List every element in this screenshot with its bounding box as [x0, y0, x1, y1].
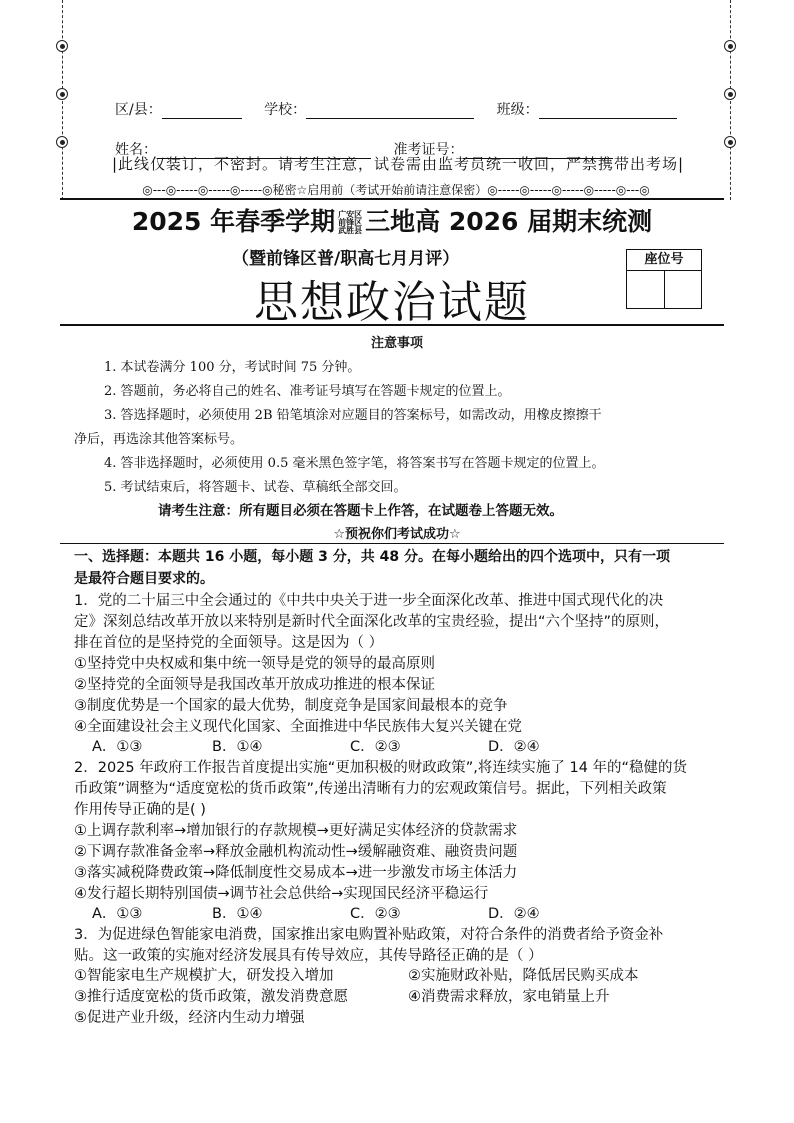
- question-1-option-c[interactable]: C．②③: [350, 739, 401, 755]
- exam-term: 2025 年春季学期: [131, 207, 336, 236]
- note-item: 4. 答非选择题时，必须使用 0.5 毫米黑色签字笔，将答案书写在答题卡规定的位置上。: [104, 456, 605, 471]
- question-1-stem: 定》深刻总结改革开放以来特别是新时代全面深化改革的宝贵经验，提出“六个坚持”的原则，: [74, 614, 670, 630]
- question-2-option-c[interactable]: C．②③: [350, 906, 401, 922]
- question-3-statement: ①智能家电生产规模扩大，研发投入增加: [74, 968, 334, 984]
- good-luck-line: ☆预祝你们考试成功☆: [333, 527, 461, 542]
- question-2-option-a[interactable]: A．①③: [92, 906, 143, 922]
- school-field[interactable]: [306, 104, 474, 119]
- question-1-statement: ④全面建设社会主义现代化国家、全面推进中华民族伟大复兴关键在党: [74, 719, 522, 735]
- question-3-stem: 3．为促进绿色智能家电消费，国家推出家电购置补贴政策，对符合条件的消费者给予资金补: [74, 927, 664, 943]
- exam-number-label: 准考证号：: [393, 142, 464, 158]
- region-guangan: 广安区: [338, 210, 363, 219]
- question-3-statement: ③推行适度宽松的货币政策，激发消费意愿: [74, 989, 348, 1005]
- question-3-statement: ④消费需求释放，家电销量上升: [408, 989, 610, 1005]
- question-2-stem: 币政策”调整为“适度宽松的货币政策”,传递出清晰有力的宏观政策信号。据此，下列相关政策: [74, 781, 667, 797]
- question-2-option-b[interactable]: B．①④: [212, 906, 263, 922]
- title-bottom-rule: [60, 324, 724, 326]
- note-item: 1. 本试卷满分 100 分，考试时间 75 分钟。: [104, 360, 361, 375]
- question-2-stem: 作用传导正确的是( ): [74, 802, 206, 818]
- notes-title: 注意事项: [370, 336, 423, 351]
- binding-line-right: [730, 0, 731, 200]
- question-2-statement: ②下调存款准备金率→释放金融机构流动性→缓解融资难、融资贵问题: [74, 844, 518, 860]
- question-1-stem: 排在首位的是坚持党的全面领导。这是因为（ ）: [74, 635, 384, 651]
- exam-subtitle: （暨前锋区普/职高七月月评）: [232, 249, 460, 269]
- class-label: 班级：: [496, 102, 539, 118]
- question-2-statement: ③落实减税降费政策→降低制度性交易成本→进一步激发市场主体活力: [74, 865, 518, 881]
- note-item: 2. 答题前，务必将自己的姓名、准考证号填写在答题卡规定的位置上。: [104, 384, 511, 399]
- district-field[interactable]: [162, 104, 242, 119]
- question-1-statement: ③制度优势是一个国家的最大优势，制度竞争是国家间最根本的竞争: [74, 698, 508, 714]
- binding-ring: [724, 136, 736, 148]
- question-2-option-d[interactable]: D．②④: [488, 906, 540, 922]
- binding-ring: [724, 40, 736, 52]
- seat-box-divider: [664, 271, 665, 308]
- binding-warning: |此线仅装订，不密封。请考生注意，试卷需由监考员统一收回，严禁携带出考场|: [111, 155, 685, 173]
- question-1-option-d[interactable]: D．②④: [488, 739, 540, 755]
- notes-bottom-rule: [60, 543, 724, 544]
- student-info-row-1: [115, 99, 695, 119]
- question-3-statement: ⑤促进产业升级，经济内生动力增强: [74, 1010, 305, 1026]
- region-stack: [338, 211, 362, 235]
- exam-name: 三地高 2026 届期末统测: [365, 207, 653, 236]
- district-label: 区/县：: [115, 102, 162, 118]
- question-1-statement: ②坚持党的全面领导是我国改革开放成功推进的根本保证: [74, 677, 435, 693]
- binding-ring: [56, 136, 68, 148]
- question-2-stem: 2．2025 年政府工作报告首度提出实施“更加积极的财政政策”,将连续实施了 14 年的“稳健的货: [74, 760, 688, 776]
- question-1-option-b[interactable]: B．①④: [212, 739, 263, 755]
- name-label: 姓名：: [115, 142, 157, 158]
- region-wusheng: 武胜县: [338, 226, 363, 235]
- region-qianfeng: 前锋区: [338, 218, 363, 227]
- seat-number-box: [626, 249, 702, 309]
- binding-ring: [56, 40, 68, 52]
- binding-line-left: [62, 0, 63, 200]
- question-3-statement: ②实施财政补贴，降低居民购买成本: [408, 968, 639, 984]
- note-item: 净后，再选涂其他答案标号。: [74, 432, 244, 447]
- class-field[interactable]: [539, 104, 677, 119]
- question-2-statement: ①上调存款利率→增加银行的存款规模→更好满足实体经济的贷款需求: [74, 823, 518, 839]
- binding-ring: [56, 88, 68, 100]
- seal-line: ◎---◎-----◎-----◎-----◎秘密☆启用前（考试开始前请注意保密）◎-----◎-----◎-----◎-----◎---◎: [142, 183, 650, 197]
- section-heading: 是最符合题目要求的。: [74, 571, 214, 587]
- binding-ring: [724, 88, 736, 100]
- title-top-rule: [60, 198, 724, 200]
- question-1-option-a[interactable]: A．①③: [92, 739, 143, 755]
- section-heading: 一、选择题：本题共 16 小题，每小题 3 分，共 48 分。在每小题给出的四个选项中，只有一项: [74, 549, 670, 565]
- note-item: 5. 考试结束后，将答题卡、试卷、草稿纸全部交回。: [104, 480, 407, 495]
- question-1-stem: 1．党的二十届三中全会通过的《中共中央关于进一步全面深化改革、推进中国式现代化的决: [74, 593, 664, 609]
- answer-reminder: 请考生注意：所有题目必须在答题卡上作答，在试题卷上答题无效。: [158, 503, 563, 519]
- question-3-stem: 贴。这一政策的实施对经济发展具有传导效应，其传导路径正确的是（ ）: [74, 948, 543, 964]
- subject-title: 思想政治试题: [254, 277, 530, 328]
- question-1-statement: ①坚持党中央权威和集中统一领导是党的领导的最高原则: [74, 656, 435, 672]
- school-label: 学校：: [264, 102, 307, 118]
- seat-number-label: 座位号: [627, 250, 701, 271]
- question-2-statement: ④发行超长期特别国债→调节社会总供给→实现国民经济平稳运行: [74, 886, 489, 902]
- exam-title: [60, 202, 724, 238]
- note-item: 3. 答选择题时，必须使用 2B 铅笔填涂对应题目的答案标号，如需改动，用橡皮擦擦干: [104, 408, 602, 423]
